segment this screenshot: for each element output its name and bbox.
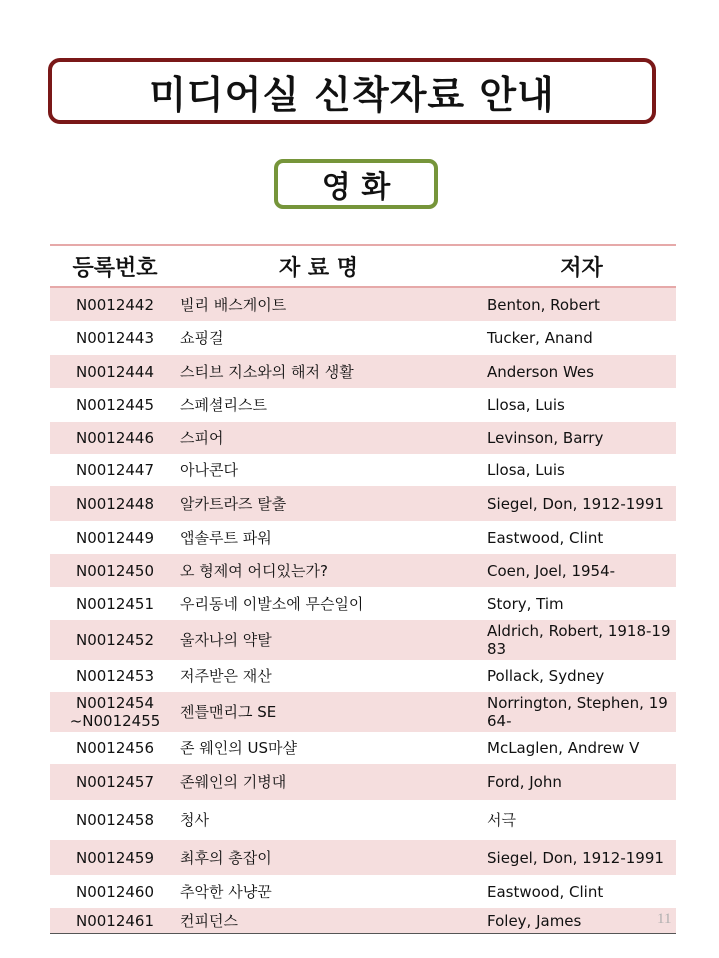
material-title: 존웨인의 기병대 [180, 773, 287, 791]
author: Aldrich, Robert, 1918-1983 [487, 622, 671, 658]
registration-number: N0012459 [75, 848, 155, 867]
column-header-author: 저자 [560, 255, 603, 281]
material-title: 컨피던스 [180, 911, 238, 930]
author: Llosa, Luis [487, 461, 565, 479]
material-title: 오 형제여 어디있는가? [180, 561, 328, 580]
author: Story, Tim [487, 594, 564, 613]
category-label: 영 화 [321, 170, 391, 205]
author: Ford, John [487, 773, 562, 791]
material-title: 앱솔루트 파워 [180, 528, 272, 547]
column-header-title: 자 료 명 [278, 255, 359, 281]
registration-number: N0012461 [75, 911, 155, 930]
table-row [50, 800, 676, 840]
registration-number: N0012456 [75, 739, 155, 757]
page-title: 미디어실 신착자료 안내 [149, 72, 555, 117]
author: Benton, Robert [487, 295, 600, 314]
material-title: 알카트라즈 탈출 [180, 494, 287, 513]
author: Levinson, Barry [487, 429, 604, 447]
table-row [50, 288, 676, 321]
material-title: 젠틀맨리그 SE [180, 703, 277, 721]
registration-number: N0012444 [75, 362, 155, 381]
registration-number: N0012442 [75, 295, 155, 314]
table-row [50, 732, 676, 764]
registration-number: N0012450 [75, 561, 155, 580]
author: Siegel, Don, 1912-1991 [487, 494, 664, 513]
table-row [50, 587, 676, 620]
author: Siegel, Don, 1912-1991 [487, 848, 664, 867]
material-title: 아나콘다 [180, 461, 238, 479]
material-title: 저주받은 재산 [180, 667, 272, 685]
registration-number: N0012457 [75, 773, 155, 791]
table-header [50, 246, 676, 288]
material-title: 청사 [180, 811, 209, 829]
registration-number: N0012443 [75, 329, 155, 347]
registration-number: N0012451 [75, 594, 155, 613]
table-row [50, 692, 676, 732]
author: Pollack, Sydney [487, 667, 605, 685]
material-title: 빌리 배스게이트 [180, 295, 287, 314]
material-title: 존 웨인의 US마샬 [180, 739, 297, 757]
author: Anderson Wes [487, 362, 594, 381]
column-header-id: 등록번호 [72, 255, 158, 281]
table-row [50, 620, 676, 660]
table-row [50, 764, 676, 800]
table-row [50, 908, 676, 933]
table-row [50, 521, 676, 554]
registration-number: N0012458 [75, 811, 155, 829]
new-arrivals-table [50, 244, 676, 934]
registration-number: N0012445 [75, 396, 155, 414]
table-row [50, 454, 676, 486]
table-row [50, 660, 676, 692]
registration-number: N0012446 [75, 429, 155, 447]
registration-number: N0012447 [75, 461, 155, 479]
table-row [50, 840, 676, 875]
table-row [50, 388, 676, 422]
author: Foley, James [487, 911, 582, 930]
author: Norrington, Stephen, 1964- [487, 694, 668, 730]
page-number: 11 [657, 911, 672, 927]
table-row [50, 321, 676, 355]
table-body [50, 288, 676, 933]
material-title: 추악한 사냥꾼 [180, 882, 272, 901]
table-row [50, 875, 676, 908]
registration-number: N0012452 [75, 631, 155, 649]
material-title: 스티브 지소와의 해저 생활 [180, 362, 354, 381]
material-title: 스페셜리스트 [180, 396, 267, 414]
author: McLaglen, Andrew V [487, 739, 640, 757]
table-row [50, 355, 676, 388]
table-row [50, 554, 676, 587]
material-title: 울자나의 약탈 [180, 631, 272, 649]
author: 서극 [487, 811, 516, 829]
registration-number: N0012448 [75, 494, 155, 513]
registration-number: N0012454 ~N0012455 [69, 694, 161, 730]
author: Tucker, Anand [487, 329, 593, 347]
material-title: 최후의 총잡이 [180, 848, 272, 867]
table-row [50, 486, 676, 521]
author: Llosa, Luis [487, 396, 565, 414]
material-title: 쇼핑걸 [180, 329, 224, 347]
table-row [50, 422, 676, 454]
registration-number: N0012460 [75, 882, 155, 901]
material-title: 우리동네 이발소에 무슨일이 [180, 594, 364, 613]
author: Eastwood, Clint [487, 882, 604, 901]
title-box [48, 58, 656, 124]
material-title: 스피어 [180, 429, 224, 447]
category-box [274, 159, 438, 209]
author: Eastwood, Clint [487, 528, 604, 547]
registration-number: N0012449 [75, 528, 155, 547]
author: Coen, Joel, 1954- [487, 561, 616, 580]
registration-number: N0012453 [75, 667, 155, 685]
